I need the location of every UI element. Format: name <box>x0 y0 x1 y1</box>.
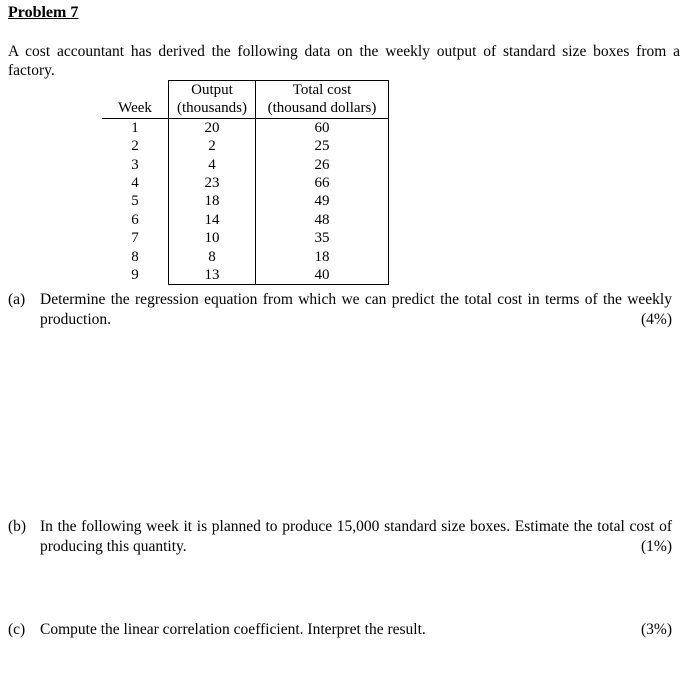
cell-output: 10 <box>169 229 256 247</box>
question-c-text: Compute the linear correlation coefficient. Interpret the result. <box>40 621 426 638</box>
cell-cost: 40 <box>256 266 389 285</box>
question-c-points: (3%) <box>641 621 672 638</box>
cell-output: 23 <box>169 174 256 192</box>
header-cost-line2: (thousand dollars) <box>256 99 389 118</box>
question-b <box>8 517 672 557</box>
header-output-line1: Output <box>169 81 256 100</box>
table-row <box>102 192 389 210</box>
table-row <box>102 137 389 155</box>
cell-week: 5 <box>131 193 139 210</box>
question-b-label: (b) <box>8 518 27 535</box>
cell-output: 2 <box>169 137 256 155</box>
table-row <box>102 211 389 229</box>
table-row <box>102 156 389 174</box>
header-week: Week <box>118 100 152 117</box>
data-table <box>102 80 389 285</box>
header-output-line2: (thousands) <box>169 99 256 118</box>
cell-week: 4 <box>131 175 139 192</box>
cell-output: 18 <box>169 192 256 210</box>
question-a <box>8 290 672 330</box>
question-c <box>8 620 672 640</box>
question-b-text: In the following week it is planned to produce 15,000 standard size boxes. Estimate the total cost of producing this quantity. <box>40 518 672 555</box>
cell-week: 7 <box>131 230 139 247</box>
problem-intro: A cost accountant has derived the following data on the weekly output of standard size boxes from a factory. <box>8 43 680 79</box>
cell-cost: 26 <box>256 156 389 174</box>
cell-week: 2 <box>131 138 139 155</box>
question-a-label: (a) <box>8 291 26 308</box>
header-cost-line1: Total cost <box>256 81 389 100</box>
cell-output: 20 <box>169 118 256 137</box>
table-row <box>102 229 389 247</box>
cell-cost: 49 <box>256 192 389 210</box>
question-b-points: (1%) <box>641 538 672 555</box>
cell-output: 8 <box>169 248 256 266</box>
cell-week: 6 <box>131 211 139 228</box>
cell-week: 1 <box>102 118 169 137</box>
problem-title: Problem 7 <box>8 4 79 21</box>
table-row <box>102 118 389 137</box>
question-c-label: (c) <box>8 621 26 638</box>
question-a-text: Determine the regression equation from which we can predict the total cost in terms of the weekly production. <box>40 291 672 328</box>
cell-cost: 25 <box>256 137 389 155</box>
table-row <box>102 248 389 266</box>
cell-output: 13 <box>169 266 256 285</box>
cell-week: 9 <box>131 267 139 284</box>
table-row <box>102 266 389 285</box>
cell-cost: 60 <box>256 118 389 137</box>
cell-output: 14 <box>169 211 256 229</box>
cell-cost: 18 <box>256 248 389 266</box>
cell-cost: 66 <box>256 174 389 192</box>
cell-output: 4 <box>169 156 256 174</box>
cell-cost: 48 <box>256 211 389 229</box>
cell-week: 3 <box>131 156 139 173</box>
table-body <box>102 118 389 285</box>
question-a-points: (4%) <box>641 311 672 328</box>
table-row <box>102 174 389 192</box>
cell-week: 8 <box>131 248 139 265</box>
cell-cost: 35 <box>256 229 389 247</box>
